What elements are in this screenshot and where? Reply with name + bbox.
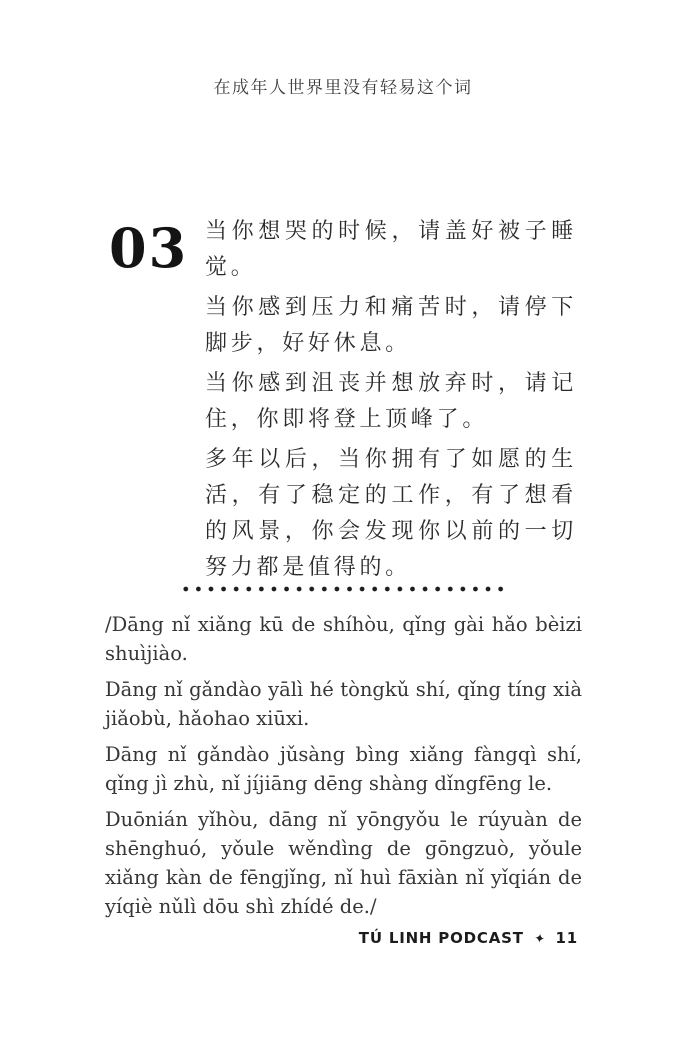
pinyin-paragraph: /Dāng nǐ xiǎng kū de shíhòu, qǐng gài hǎo bèizi shuìjiào. [105,613,582,665]
footer-folio [359,929,578,947]
entry-block [0,214,686,590]
chinese-paragraph: 当你感到压力和痛苦时，请停下脚步，好好休息。 [205,295,577,356]
footer-brand: TÚ LINH PODCAST [358,929,524,947]
star-separator-icon: ✦ [532,931,547,948]
page-number: 11 [555,929,578,947]
pinyin-paragraph: Dāng nǐ gǎndào jǔsàng bìng xiǎng fàngqì shí, qǐng jì zhù, nǐ jíjiāng dēng shàng dǐngfēng le. [105,743,582,795]
chinese-text-block [205,214,577,586]
chinese-paragraph: 多年以后，当你拥有了如愿的生活，有了稳定的工作，有了想看的风景，你会发现你以前的一切努力都是值得的。 [205,447,577,580]
pinyin-paragraph: Duōnián yǐhòu, dāng nǐ yōngyǒu le rúyuàn de shēnghuó, yǒule wěndìng de gōngzuò, yǒule xiǎng kàn de fēngjǐng, nǐ huì fāxiàn nǐ yǐqián de yíqiè nǔlì dōu shì zhídé de./ [105,808,582,918]
running-head: 在成年人世界里没有轻易这个词 [213,78,473,98]
dotted-separator [180,586,507,592]
chinese-paragraph: 当你想哭的时候，请盖好被子睡觉。 [205,219,577,280]
pinyin-paragraph: Dāng nǐ gǎndào yālì hé tòngkǔ shí, qǐng tíng xià jiǎobù, hǎohao xiūxi. [105,678,582,730]
chinese-paragraph: 当你感到沮丧并想放弃时，请记住，你即将登上顶峰了。 [205,371,577,432]
entry-number: 03 [109,216,189,280]
pinyin-text-block [105,610,582,928]
